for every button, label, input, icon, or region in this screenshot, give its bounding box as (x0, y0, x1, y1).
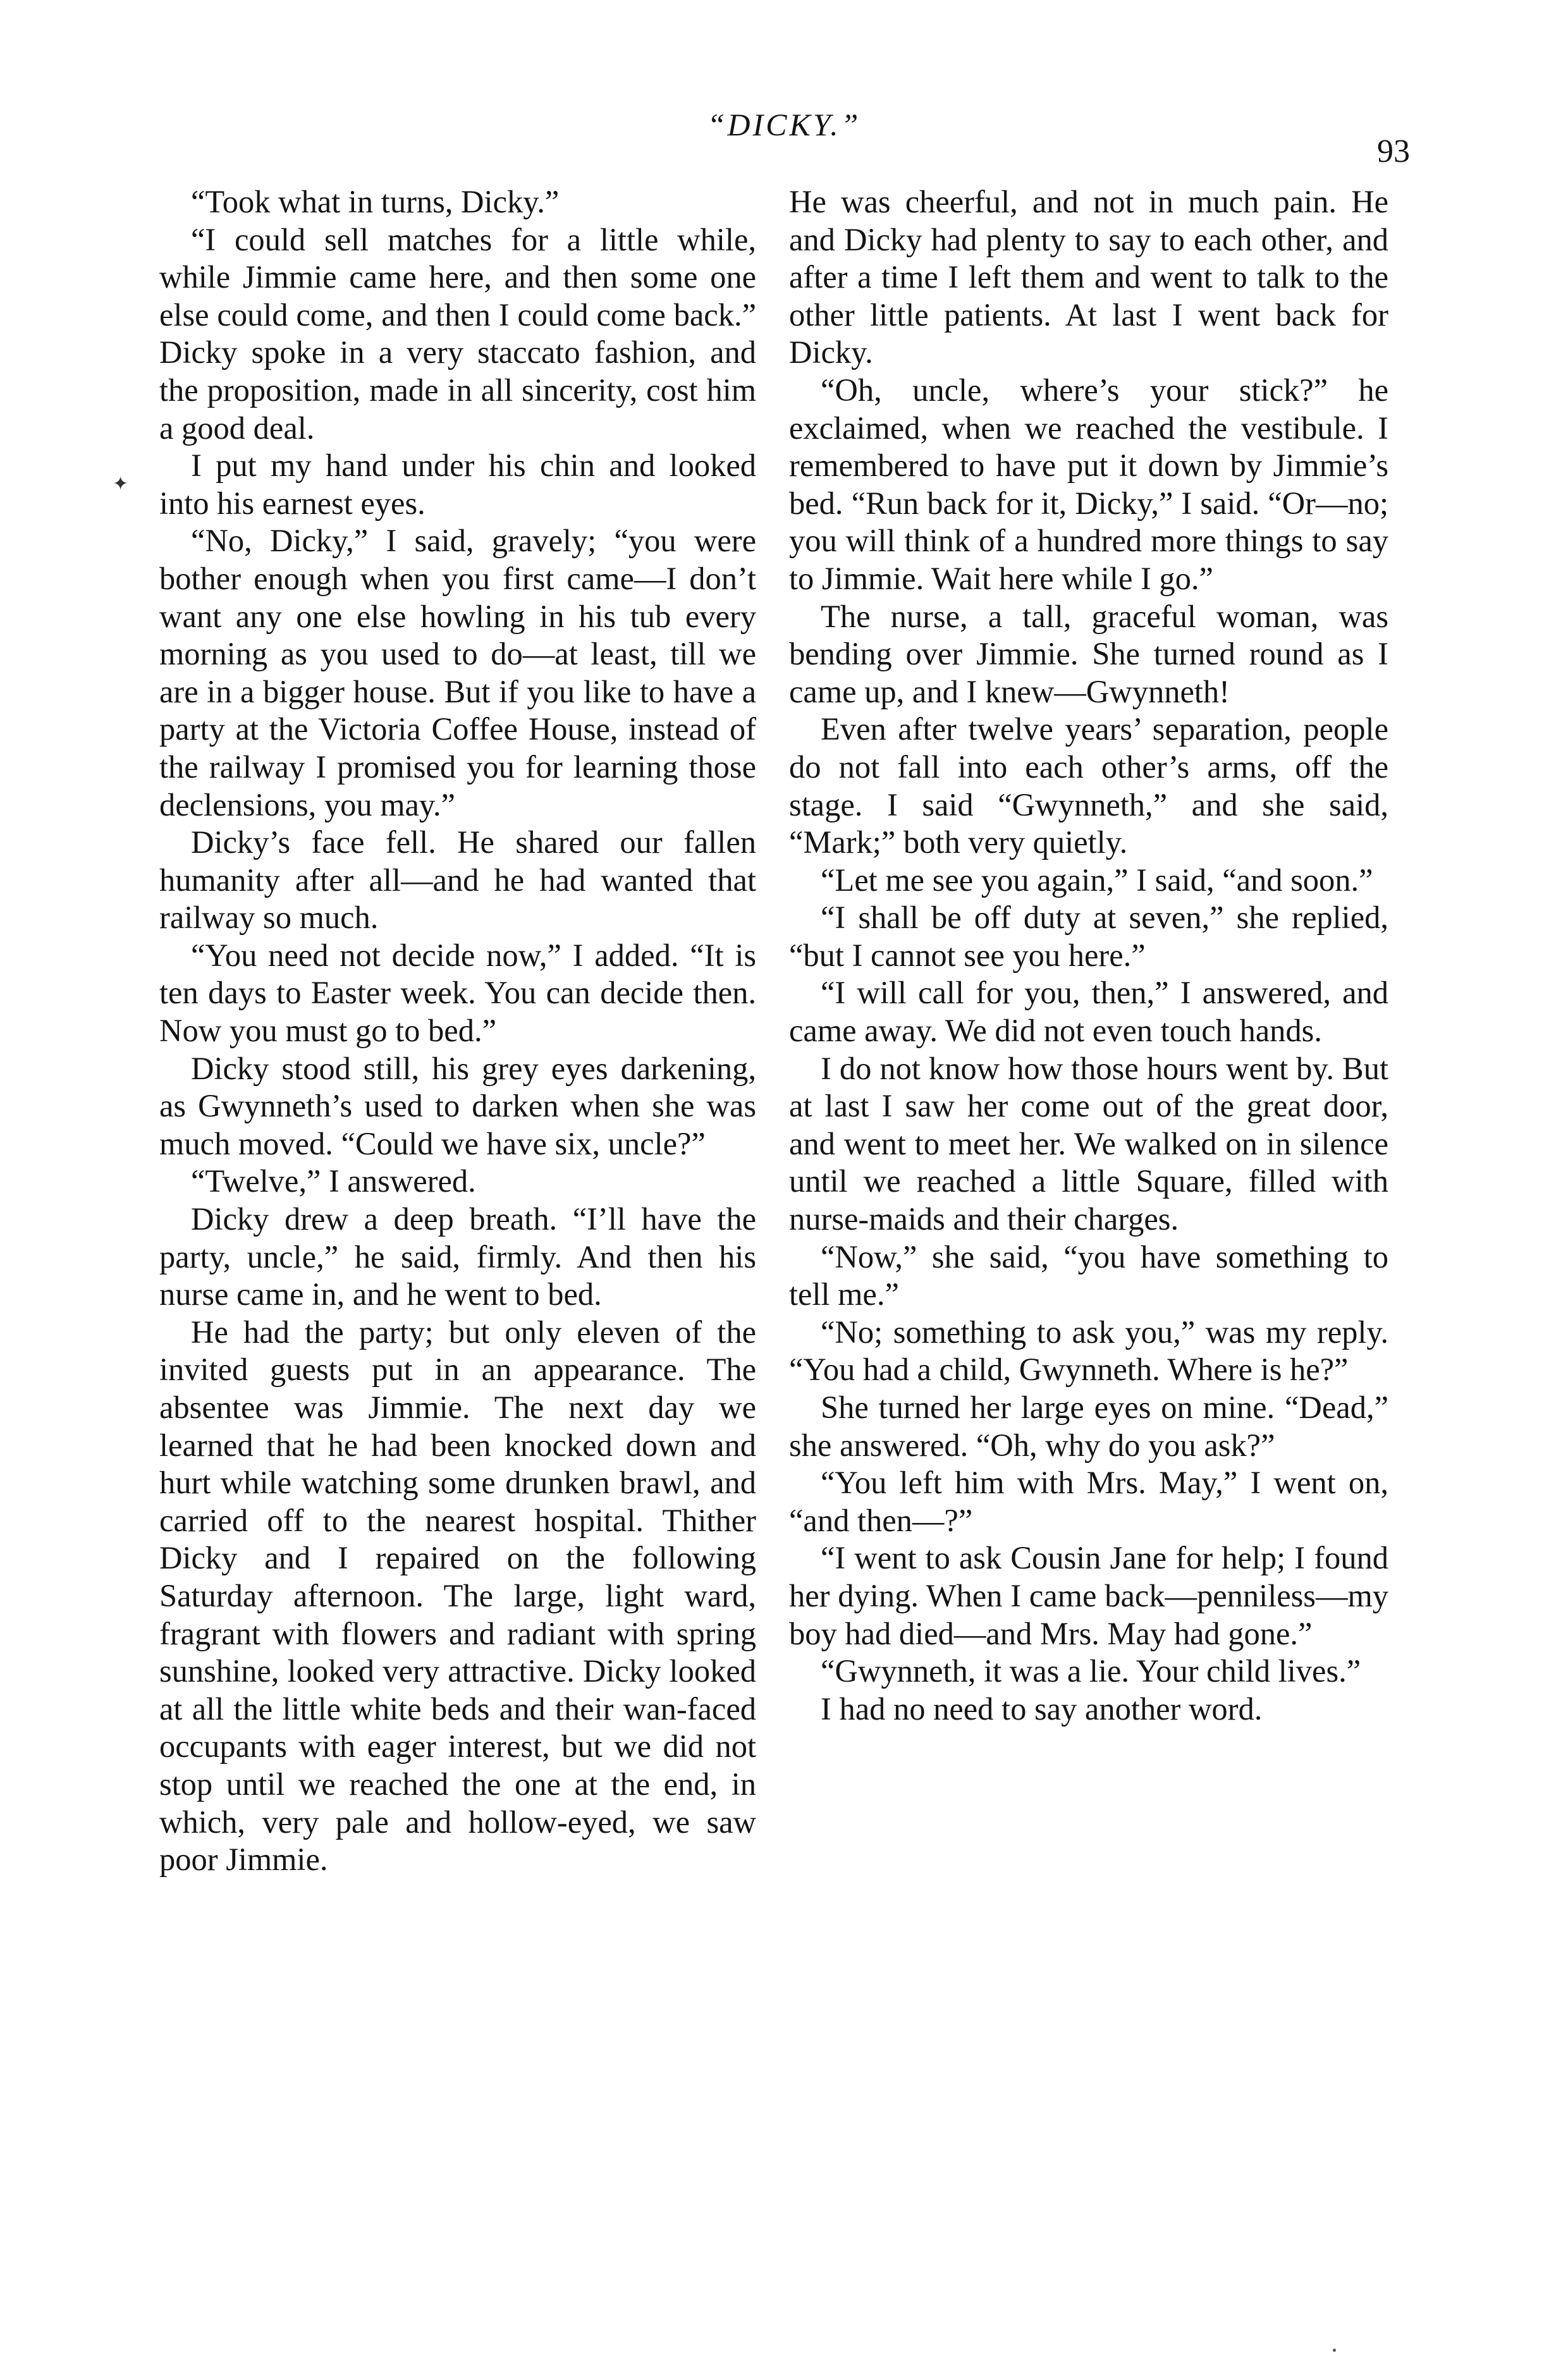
paragraph: “Twelve,” I answered. (191, 1163, 476, 1199)
paragraph: Dicky drew a deep breath. “I’ll have the party, uncle,” he said, firmly. And then his nurse came in, and he went to bed. (159, 1201, 756, 1312)
paragraph: “Now,” she said, “you have something to tell me.” (789, 1238, 1388, 1312)
paragraph: She turned her large eyes on mine. “Dead,” she answered. “Oh, why do you ask?” (789, 1390, 1388, 1463)
right-column (789, 183, 1388, 1728)
running-title: “DICKY.” (707, 107, 861, 142)
page-number: 93 (1377, 133, 1410, 169)
paragraph: “I could sell matches for a little while, while Jimmie came here, and then some one else could come, and then I could come back.” Dicky spoke in a very staccato fashion, and the proposition, made in all sincerity, cost him a good deal. (159, 221, 756, 446)
paragraph: “I went to ask Cousin Jane for help; I found her dying. When I came back—penniless—my boy had died—and Mrs. May had gone.” (789, 1540, 1388, 1651)
paragraph: Dicky stood still, his grey eyes darkening, as Gwynneth’s used to darken when she was much moved. “Could we have six, uncle?” (159, 1050, 756, 1161)
paragraph: “You need not decide now,” I added. “It is ten days to Easter week. You can decide then. Now you must go to bed.” (159, 937, 756, 1049)
paragraph: “You left him with Mrs. May,” I went on, “and then—?” (789, 1465, 1388, 1538)
paper-speck (1333, 2349, 1336, 2352)
paragraph: “No, Dicky,” I said, gravely; “you were bother enough when you first came—I don’t want any one else howling in his tub every morning as you used to do—at least, till we are in a bigger house. But if you like to have a party at the Victoria Coffee House, instead of the railway I promised you for learning those declensions, you may.” (159, 523, 756, 823)
paragraph: “Took what in turns, Dicky.” (191, 184, 560, 219)
paragraph: I put my hand under his chin and looked into his earnest eyes. (159, 448, 756, 521)
paragraph: “Oh, uncle, where’s your stick?” he exclaimed, when we reached the vestibule. I remembered to have put it down by Jimmie’s bed. “Run back for it, Dicky,” I said. “Or—no; you will think of a hundred more things to say to Jimmie. Wait here while I go.” (789, 372, 1388, 596)
margin-mark: ✦ (113, 474, 129, 494)
paragraph: I do not know how those hours went by. But at last I saw her come out of the great door, and went to meet her. We walked on in silence until we reached a little Square, filled with nurse-maids and their charges. (789, 1050, 1388, 1237)
paragraph: Dicky’s face fell. He shared our fallen humanity after all—and he had wanted that railway so much. (159, 824, 756, 936)
paragraph: “I will call for you, then,” I answered, and came away. We did not even touch hands. (789, 975, 1388, 1049)
paragraph: Even after twelve years’ separation, people do not fall into each other’s arms, off the stage. I said “Gwynneth,” and she said, “Mark;” both very quietly. (789, 711, 1388, 860)
paragraph: “Let me see you again,” I said, “and soon.” (821, 862, 1373, 898)
paragraph: I had no need to say another word. (821, 1691, 1263, 1727)
paragraph: He had the party; but only eleven of the invited guests put in an appearance. The absentee was Jimmie. The next day we learned that he had been knocked down and hurt while watching some drunken brawl, and carried off to the nearest hospital. Thither Dicky and I repaired on the following Saturday afternoon. The large, light ward, fragrant with flowers and radiant with spring sunshine, looked very attractive. Dicky looked at all the little white beds and their wan-faced occupants with eager interest, but we did not stop until we reached the one at the end, in which, very pale and hollow-eyed, we saw poor Jimmie. (159, 1314, 756, 1878)
paragraph: “Gwynneth, it was a lie. Your child lives.” (821, 1653, 1361, 1689)
paragraph: “I shall be off duty at seven,” she replied, “but I cannot see you here.” (789, 900, 1388, 973)
paragraph: “No; something to ask you,” was my reply. “You had a child, Gwynneth. Where is he?” (789, 1314, 1388, 1388)
paragraph-continued: He was cheerful, and not in much pain. He and Dicky had plenty to say to each other, and after a time I left them and went to talk to the other little patients. At last I went back for Dicky. (789, 184, 1388, 370)
left-column (159, 183, 756, 1879)
paragraph: The nurse, a tall, graceful woman, was bending over Jimmie. She turned round as I came up, and I knew—Gwynneth! (789, 598, 1388, 709)
